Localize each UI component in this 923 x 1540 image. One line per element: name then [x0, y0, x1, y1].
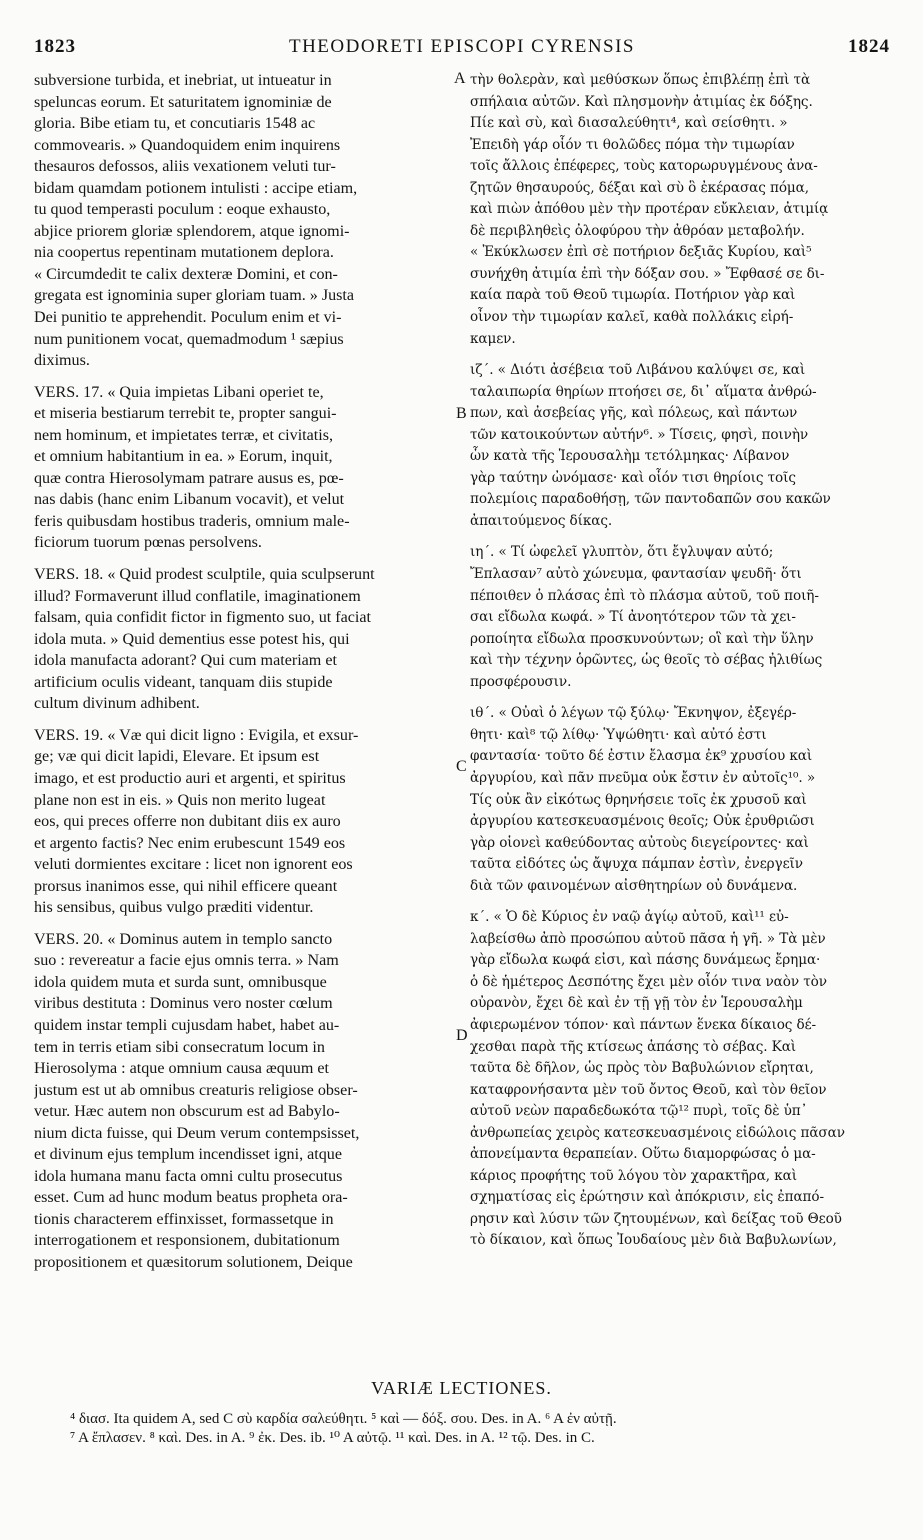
greek-text-line: θητι· καὶ⁸ τῷ λίθῳ· Ὑψώθητι· καὶ αὐτό ἐστι	[470, 726, 767, 743]
greek-text-line: λαβείσθω ἀπὸ προσώπου αὐτοῦ πᾶσα ἡ γῆ. » Τὰ μὲν	[470, 930, 826, 947]
greek-text-line: ταῦτα δὲ δῆλον, ὡς πρὸς τὸν Βαβυλώνιον εἴρηται,	[470, 1060, 814, 1077]
latin-text-line: quidem instar templi cujusdam habet, habet au-	[34, 1016, 340, 1034]
greek-text-line: καταφρονήσαντα μὲν τοῦ ὄντος Θεοῦ, καὶ τὸν θεῖον	[470, 1081, 827, 1098]
greek-text-line: ιθ΄. « Οὐαὶ ὁ λέγων τῷ ξύλῳ· Ἔκνηψον, ἐξεγέρ-	[470, 705, 797, 722]
greek-text-line: χεσθαι παρὰ τῆς κτίσεως ἁπάσης τὸ σέβας. Καὶ	[470, 1038, 797, 1055]
latin-text-line: subversione turbida, et inebriat, ut intueatur in	[34, 72, 332, 89]
variae-lectiones-heading: VARIÆ LECTIONES.	[371, 1378, 552, 1398]
latin-text-line: prorsus inanimos esse, qui nihil efficere queant	[34, 877, 338, 895]
latin-text-line: illud? Formaverunt illud conflatile, imaginationem	[34, 587, 361, 605]
variant-note-line: ⁷ A ἔπλασεν. ⁸ καὶ. Des. in A. ⁹ ἐκ. Des. ib. ¹⁰ A αὐτῷ. ¹¹ καὶ. Des. in A. ¹² τῷ. Des. in C.	[70, 1430, 595, 1446]
greek-text-line: συνήχθη ἀτιμία ἐπὶ τὴν δόξαν σου. » Ἔφθασέ σε δι-	[470, 265, 825, 282]
latin-text-line: falsam, quia confidit fictor in figmento suo, ut faciat	[34, 609, 371, 627]
latin-text-line: abjice priorem gloriæ splendorem, atque ignomi-	[34, 222, 350, 240]
latin-text-line: ge; væ qui dicit lapidi, Elevare. Et ipsum est	[34, 748, 320, 766]
page-header	[34, 32, 890, 58]
latin-text-line: justum est ut ab omnibus creaturis religiose obser-	[34, 1081, 358, 1099]
greek-text-line: τὴν θολερὰν, καὶ μεθύσκων ὅπως ἐπιβλέπῃ ἐπὶ τὰ	[470, 72, 811, 88]
variae-lectiones-notes	[70, 1410, 870, 1448]
latin-text-line: vetur. Hæc autem non obscurum est ad Babylo-	[34, 1103, 340, 1121]
greek-text-line: ιζ΄. « Διότι ἀσέβεια τοῦ Λιβάνου καλύψει σε, καὶ	[470, 362, 806, 379]
greek-text-line: ὧν κατὰ τῆς Ἱερουσαλὴμ τετόλμηκας· Λίβανον	[470, 448, 790, 465]
latin-text-line: ficiorum tuorum pœnas persolvens.	[34, 534, 262, 552]
greek-text-line: γὰρ ταύτην ὠνόμασε· καὶ οἷόν τισι θηρίοις τοῖς	[470, 469, 796, 486]
latin-text-line: diximus.	[34, 352, 90, 370]
latin-text-line: nem hominum, et impietates terræ, et civitatis,	[34, 426, 334, 444]
greek-text-line: ἀπαιτούμενος δίκας.	[470, 512, 613, 529]
greek-text-line: καὶ τὴν τέχνην ὁρῶντες, ὡς θεοῖς τὸ σέβας ἠλιθίως	[470, 652, 823, 669]
latin-text-line: nium dicta fuisse, qui Deum verum contempsisset,	[34, 1124, 360, 1142]
latin-text-line: et argento factis? Nec enim erubescunt 1549 eos	[34, 834, 346, 852]
greek-text-line: ζητῶν θησαυρούς, δέξαι καὶ σὺ ὃ ἐκέρασας πόμα,	[470, 179, 809, 196]
greek-text-line: ἀργυρίου, καὶ πᾶν πνεῦμα οὐκ ἔστιν ἐν αὐτοῖς¹⁰. »	[470, 769, 816, 786]
latin-text-line: num punitionem vocat, quemadmodum ¹ sæpius	[34, 330, 344, 348]
latin-text-line: idola manufacta adorant? Qui cum materiam et	[34, 652, 337, 670]
variant-note-line: ⁴ διασ. Ita quidem A, sed C σὺ καρδία σαλεύθητι. ⁵ καὶ — δόξ. σου. Des. in A. ⁶ A ἐν αὐτῇ.	[70, 1411, 617, 1427]
greek-text-line: ροποίητα εἴδωλα προσκυνούντων; οἳ καὶ τὴν ὕλην	[470, 630, 814, 647]
greek-text-line: « Ἐκύκλωσεν ἐπὶ σὲ ποτήριον δεξιᾶς Κυρίου, καὶ⁵	[470, 244, 812, 261]
greek-text-line: ἀφιερωμένον τόπον· καὶ πάντων ἕνεκα δίκαιος δέ-	[470, 1016, 817, 1033]
latin-text-line: et omnium habitantium in ea. » Eorum, inquit,	[34, 448, 333, 466]
greek-text-line: Πίε καὶ σὺ, καὶ διασαλεύθητι⁴, καὶ σείσθητι. »	[470, 115, 788, 132]
greek-text-line: φαντασία· τοῦτο δέ ἐστιν ἔλασμα ἐκ⁹ χρυσίου καὶ	[470, 748, 813, 765]
latin-text-line: thesauros defossos, aliis vexationem veluti tur-	[34, 158, 336, 176]
greek-text-line: πέποιθεν ὁ πλάσας ἐπὶ τὸ πλάσμα αὐτοῦ, τοῦ ποιῆ-	[470, 587, 819, 604]
greek-text-line: ταῦτα εἰδότες ὡς ἄψυχα πάμπαν ἐστὶν, ἐνεργεῖν	[470, 856, 803, 873]
latin-text-line: bidam quamdam potionem intulisti : accipe etiam,	[34, 179, 358, 197]
latin-text-line: idola humana manu facta omni cultu prosecutus	[34, 1167, 343, 1185]
greek-text-line: ταλαιπωρία θηρίων πτοήσει σε, δι᾽ αἵματα ἀνθρώ-	[470, 383, 817, 400]
greek-text-line: ἀνθρωπείας χειρὸς κατεσκευασμένοις εἰδώλοις πᾶσαν	[470, 1124, 845, 1141]
latin-text-line: tem in terris etiam sibi consecratum locum in	[34, 1038, 325, 1056]
latin-text-line: commovearis. » Quandoquidem enim inquirens	[34, 136, 341, 154]
latin-text-line: veluti dormientes excitare : licet non ignorent eos	[34, 856, 353, 874]
latin-text-line: suo : revereatur a facie ejus omnis terra. » Nam	[34, 952, 339, 970]
latin-text-line: nia coopertus repentinam mutationem deplora.	[34, 244, 334, 262]
latin-text-line: « Circumdedit te calix dexteræ Domini, et con-	[34, 265, 338, 283]
greek-text-line: ἀργυρίου κατεσκευασμένοις θεοῖς; Οὐκ ἐρυθριῶσι	[470, 813, 815, 830]
latin-text-line: VERS. 18. « Quid prodest sculptile, quia sculpserunt	[34, 566, 375, 584]
greek-text-line: οἶνον τὴν τιμωρίαν καλεῖ, καθὰ πολλάκις εἰρή-	[470, 309, 794, 326]
greek-text-line: γὰρ εἴδωλα κωφά εἰσι, καὶ πάσης δυνάμεως ἔρημα·	[470, 952, 821, 969]
greek-text-line: κάριος προφήτης τοῦ λόγου τὸν χαρακτῆρα, καὶ	[470, 1167, 797, 1184]
latin-text-line: cultum divinum adhibent.	[34, 695, 200, 713]
greek-text-line: σπήλαια αὐτῶν. Καὶ πλησμονὴν ἀτιμίας ἐκ δόξης.	[470, 93, 813, 110]
greek-text-line: καία παρὰ τοῦ Θεοῦ τιμωρία. Ποτήριον γὰρ καὶ	[470, 287, 796, 304]
latin-column	[34, 70, 451, 1274]
latin-text-line: feris quibusdam hostibus traderis, omnium male-	[34, 512, 350, 530]
greek-text-line: τῶν κατοικούντων αὐτήν⁶. » Τίσεις, φησὶ, ποινὴν	[470, 426, 809, 443]
greek-text-line: τὸ δίκαιον, καὶ ὅπως Ἰουδαίους μὲν διὰ Βαβυλωνίων,	[470, 1232, 837, 1249]
latin-text-line: quæ contra Hierosolymam patrare ausus es, pœ-	[34, 469, 344, 487]
running-title: THEODORETI EPISCOPI CYRENSIS	[288, 36, 636, 57]
greek-text-line: σαι εἴδωλα κωφά. » Τί ἀνοητότερον τῶν τὰ χει-	[470, 609, 796, 626]
greek-text-line: δὲ περιβληθεὶς ὀλοφύρου τὴν ἀθρόαν μεταβολήν.	[470, 222, 805, 239]
latin-text-line: tionis characterem effinxisset, formassetque in	[34, 1210, 334, 1228]
latin-text-line: Dei punitio te apprehendit. Poculum enim et vi-	[34, 309, 342, 327]
latin-text-line: et divinum ejus templum incendisset igni, atque	[34, 1146, 342, 1164]
latin-text-line: VERS. 17. « Quia impietas Libani operiet te,	[34, 383, 324, 401]
latin-text-line: VERS. 20. « Dominus autem in templo sancto	[34, 930, 333, 948]
section-marker-a: A	[454, 70, 466, 87]
greek-text-line: Ἐπειδὴ γάρ οἷόν τι θολῶδες πόμα τὴν τιμωρίαν	[470, 136, 795, 153]
greek-text-line: ὁ δὲ ἡμέτερος Δεσπότης ἔχει μὲν οἷόν τινα ναὸν τὸν	[470, 973, 827, 990]
greek-text-line: ἀπονείμαντα θεραπείαν. Οὕτω διαμορφώσας ὁ μα-	[470, 1146, 816, 1163]
greek-text-line: προσφέρουσιν.	[470, 673, 572, 690]
latin-text-line: eos, qui preces offerre non dubitant diis ex auro	[34, 813, 341, 831]
greek-column	[470, 70, 890, 1252]
latin-text-line: idola muta. » Quid dementius esse potest his, qui	[34, 630, 350, 648]
greek-text-line: Ἔπλασαν⁷ αὐτὸ χώνευμα, φαντασίαν ψευδῆ· ὅτι	[470, 566, 802, 583]
latin-text-line: viribus destituta : Dominus vero noster cœlum	[34, 995, 333, 1013]
latin-text-line: his sensibus, quibus vulgo præditi videntur.	[34, 899, 314, 917]
greek-text-line: κ΄. « Ὁ δὲ Κύριος ἐν ναῷ ἁγίῳ αὐτοῦ, καὶ¹¹ εὐ-	[470, 909, 789, 926]
greek-text-line: καὶ πιὼν ἀπόθου μὲν τὴν προτέραν εὔκλειαν, ἀτιμίᾳ	[470, 201, 829, 218]
latin-text-line: nas dabis (hanc enim Libanum vocavit), et velut	[34, 491, 345, 509]
latin-text-line: propositionem et quæsitorum solutionem, Deique	[34, 1253, 353, 1271]
greek-text-line: ρησιν καὶ λύσιν τῶν ζητουμένων, καὶ δείξας τοῦ Θεοῦ	[470, 1210, 842, 1227]
latin-text-line: gregata est ignominia super gloriam tuam. » Justa	[34, 287, 355, 305]
greek-text-line: αὐτοῦ νεὼν παραδεδωκότα τῷ¹² πυρὶ, τοῖς δὲ ὑπ᾽	[470, 1103, 808, 1120]
latin-text-line: imago, et est productio auri et argenti, et spiritus	[34, 769, 346, 787]
column-number-right: 1824	[848, 36, 890, 57]
greek-text-line: διὰ τῶν φαινομένων αἰσθητηρίων οὐ δυνάμενα.	[470, 877, 798, 894]
section-marker-b: B	[456, 405, 467, 422]
latin-text-line: tu quod temperasti poculum : eoque exhausto,	[34, 201, 331, 219]
latin-text-line: esset. Cum ad hunc modum beatus propheta ora-	[34, 1189, 348, 1207]
column-number-left: 1823	[34, 36, 76, 57]
latin-text-line: artificium oculis videant, tanquam diis stupide	[34, 673, 333, 691]
greek-text-line: πολεμίοις παραδοθήσῃ, τῶν παντοδαπῶν σου κακῶν	[470, 491, 831, 508]
latin-text-line: gloria. Bibe etiam tu, et concutiaris 1548 ac	[34, 115, 316, 133]
greek-text-line: Τίς οὐκ ἂν εἰκότως θρηνήσειε τοῖς ἐκ χρυσοῦ καὶ	[470, 791, 807, 808]
latin-text-line: Hierosolyma : atque omnium causa æquum et	[34, 1060, 329, 1078]
greek-text-line: σχηματίσας εἰς ἐρώτησιν καὶ ἀπόκρισιν, εἰς ἐπαπό-	[470, 1189, 824, 1206]
latin-text-line: et miseria bestiarum terrebit te, propter sangui-	[34, 405, 337, 423]
section-marker-c: C	[456, 758, 467, 775]
greek-text-line: καμεν.	[470, 330, 516, 347]
greek-text-line: τοῖς ἄλλοις ἐπέφερες, τοὺς κατορωρυγμένους ἀνα-	[470, 158, 818, 175]
greek-text-line: γὰρ οἱονεὶ καθεύδοντας αὐτοὺς διεγείροντες· καὶ	[470, 834, 809, 851]
latin-text-line: speluncas eorum. Et saturitatem ignominiæ de	[34, 93, 332, 111]
greek-text-line: οὐρανὸν, ἔχει δὲ καὶ ἐν τῇ γῇ τὸν ἐν Ἱερουσαλὴμ	[470, 995, 803, 1012]
latin-text-line: idola quidem muta et surda sunt, omnibusque	[34, 973, 327, 991]
latin-text-line: plane non est in eis. » Quis non merito lugeat	[34, 791, 326, 809]
greek-text-line: πων, καὶ ἀσεβείας γῆς, καὶ πόλεως, καὶ πάντων	[470, 405, 798, 422]
latin-text-line: VERS. 19. « Væ qui dicit ligno : Evigila, et exsur-	[34, 726, 359, 744]
section-marker-d: D	[456, 1027, 468, 1044]
latin-text-line: interrogationem et responsionem, dubitationum	[34, 1232, 340, 1250]
greek-text-line: ιη΄. « Τί ὠφελεῖ γλυπτὸν, ὅτι ἔγλυψαν αὐτό;	[470, 544, 774, 561]
